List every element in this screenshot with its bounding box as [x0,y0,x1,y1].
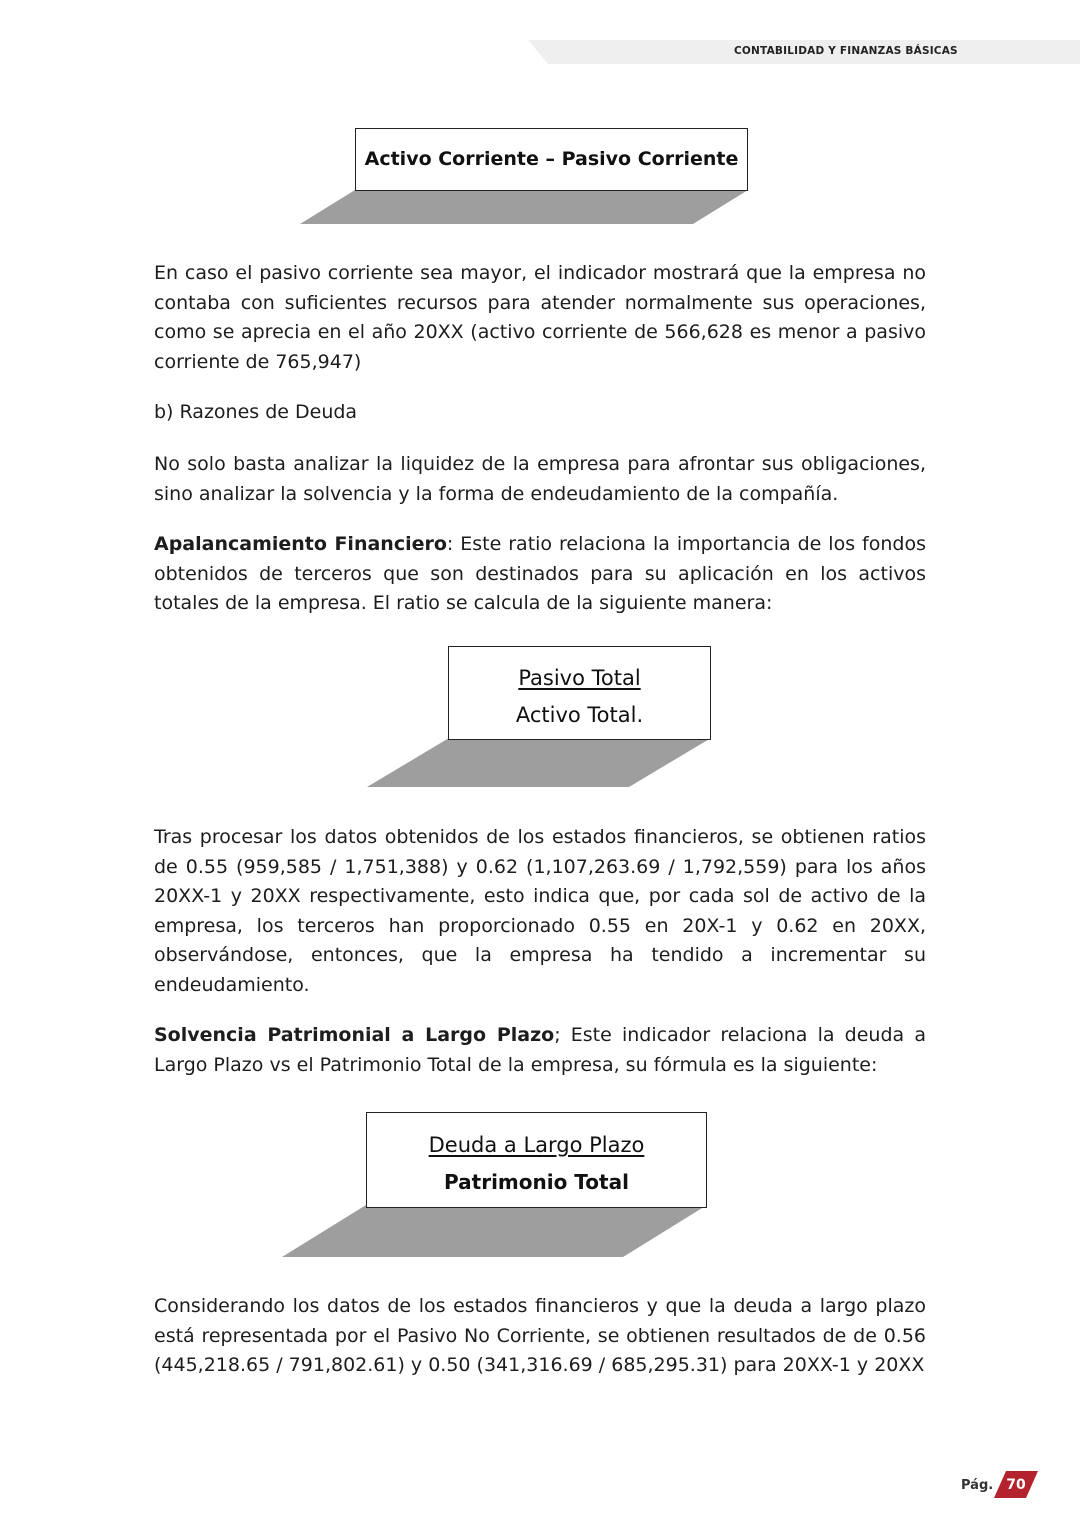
paragraph-long-term-results: Considerando los datos de los estados financieros y que la deuda a largo plazo está representada por el Pasivo No Corriente, se obtienen resultados de de 0.56 (445,218.65 / 791,802.61) y 0.50 (341,316.69 / 685,295.31) para 20XX-1 y 20XX [154,1295,926,1376]
formula-3-shadow [282,1205,707,1257]
formula-3-denominator: Patrimonio Total [444,1170,629,1194]
formula-2-shadow [367,738,711,787]
paragraph-financial-leverage [154,530,926,619]
term-long-term-solvency: Solvencia Patrimonial a Largo Plazo [154,1024,555,1046]
header-title: CONTABILIDAD Y FINANZAS BÁSICAS [734,45,958,57]
text-financial-leverage: : Este ratio relaciona la importancia de los fondos obtenidos de terceros que son destinados para su aplicación en los activos totales de la empresa. El ratio se calcula de la siguiente manera: [154,533,926,614]
paragraph-solvency-intro: No solo basta analizar la liquidez de la empresa para afrontar sus obligaciones, sino analizar la solvencia y la forma de endeudamiento de la compañía. [154,453,926,505]
formula-1-box [355,128,748,191]
formula-2-numerator: Pasivo Total [518,666,641,690]
page-label: Pág. [961,1478,994,1493]
page-number: 70 [1006,1477,1026,1493]
term-financial-leverage: Apalancamiento Financiero [154,533,447,555]
formula-1-text: Activo Corriente – Pasivo Corriente [364,148,739,170]
paragraph-current-liabilities: En caso el pasivo corriente sea mayor, el indicador mostrará que la empresa no contaba con suficientes recursos para atender normalmente sus operaciones, como se aprecia en el año 20XX (activo corriente de 566,628 es menor a pasivo corriente de 765,947) [154,262,926,373]
paragraph-long-term-solvency [154,1021,926,1080]
formula-2-box [448,646,711,740]
formula-3-numerator: Deuda a Largo Plazo [428,1133,645,1157]
formula-2-denominator: Activo Total. [515,703,644,727]
formula-1-shadow [300,190,748,224]
paragraph-leverage-results: Tras procesar los datos obtenidos de los estados financieros, se obtienen ratios de 0.55 (959,585 / 1,751,388) y 0.62 (1,107,263.69 / 1,792,559) para los años 20XX-1 y 20XX respectivamente, esto indica que, por cada sol de activo de la empresa, los terceros han proporcionado 0.55 en 20X-1 y 0.62 en 20XX, observándose, entonces, que la empresa ha tendido a incrementar su endeudamiento. [154,826,926,996]
section-heading-debt-ratios: b) Razones de Deuda [154,401,358,423]
text-long-term-solvency: ; Este indicador relaciona la deuda a Largo Plazo vs el Patrimonio Total de la empresa, su fórmula es la siguiente: [154,1024,926,1076]
formula-3-box [366,1112,707,1208]
